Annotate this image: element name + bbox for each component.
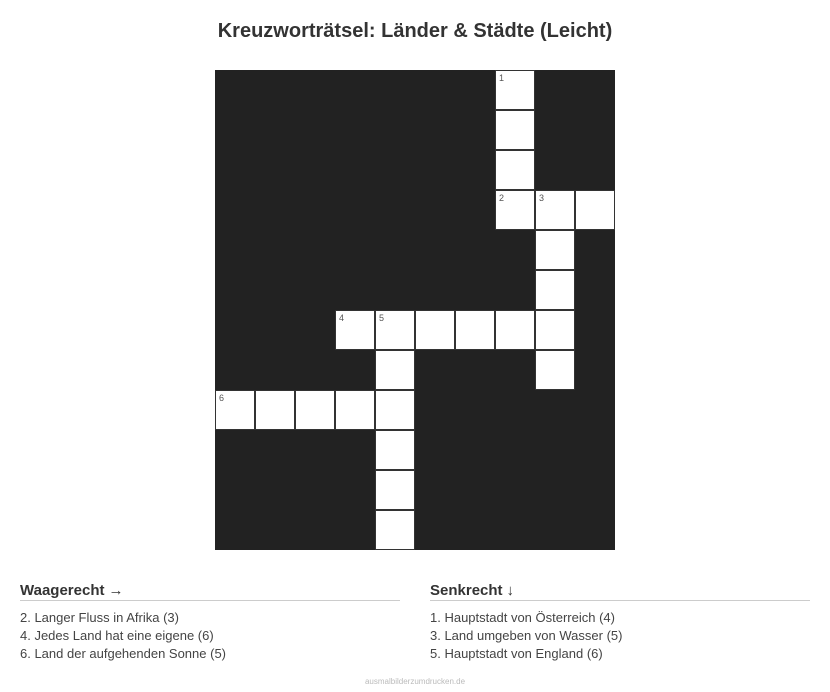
clue-down-3: 3. Land umgeben von Wasser (5) xyxy=(430,628,623,643)
crossword-cell[interactable] xyxy=(375,510,415,550)
clue-across-6: 6. Land der aufgehenden Sonne (5) xyxy=(20,646,227,661)
crossword-cell[interactable] xyxy=(535,270,575,310)
arrow-right-icon: → xyxy=(108,582,124,599)
clue-across-4: 4. Jedes Land hat eine eigene (6) xyxy=(20,628,214,643)
down-heading-label: Senkrecht xyxy=(430,582,503,599)
crossword-cell[interactable] xyxy=(375,470,415,510)
crossword-cell[interactable] xyxy=(335,310,375,350)
crossword-cell[interactable] xyxy=(375,430,415,470)
crossword-cell[interactable] xyxy=(535,350,575,390)
puzzle-title: Kreuzworträtsel: Länder & Städte (Leicht) xyxy=(217,20,613,42)
crossword-cell[interactable] xyxy=(415,310,455,350)
across-clues-panel xyxy=(20,582,400,661)
clue-down-1: 1. Hauptstadt von Österreich (4) xyxy=(430,610,615,625)
across-heading xyxy=(20,582,400,601)
crossword-cell[interactable] xyxy=(575,190,615,230)
cell-number: 6 xyxy=(219,393,225,403)
crossword-cell[interactable] xyxy=(255,390,295,430)
crossword-cell[interactable] xyxy=(495,310,535,350)
arrow-down-icon: ↓ xyxy=(506,582,515,599)
down-clues-panel xyxy=(430,582,810,661)
crossword-cell[interactable] xyxy=(295,390,335,430)
crossword-cell[interactable] xyxy=(375,310,415,350)
crossword-cell[interactable] xyxy=(535,310,575,350)
crossword-cell[interactable] xyxy=(375,390,415,430)
down-heading xyxy=(430,582,810,601)
footer-watermark: ausmalbilderzumdrucken.de xyxy=(364,677,466,686)
cell-number: 1 xyxy=(499,73,505,83)
crossword-cell[interactable] xyxy=(495,110,535,150)
crossword-cell[interactable] xyxy=(535,230,575,270)
clue-across-2: 2. Langer Fluss in Afrika (3) xyxy=(20,610,179,625)
crossword-cell[interactable] xyxy=(375,350,415,390)
crossword-grid xyxy=(215,70,615,550)
crossword-cell[interactable] xyxy=(495,190,535,230)
cell-number: 4 xyxy=(339,313,345,323)
cell-number: 3 xyxy=(539,193,545,203)
crossword-cell[interactable] xyxy=(335,390,375,430)
crossword-cell[interactable] xyxy=(455,310,495,350)
crossword-cell[interactable] xyxy=(535,190,575,230)
cell-number: 2 xyxy=(499,193,505,203)
crossword-cell[interactable] xyxy=(215,390,255,430)
clue-down-5: 5. Hauptstadt von England (6) xyxy=(430,646,603,661)
cell-number: 5 xyxy=(379,313,385,323)
crossword-cell[interactable] xyxy=(495,70,535,110)
across-heading-label: Waagerecht xyxy=(20,582,105,599)
crossword-cell[interactable] xyxy=(495,150,535,190)
